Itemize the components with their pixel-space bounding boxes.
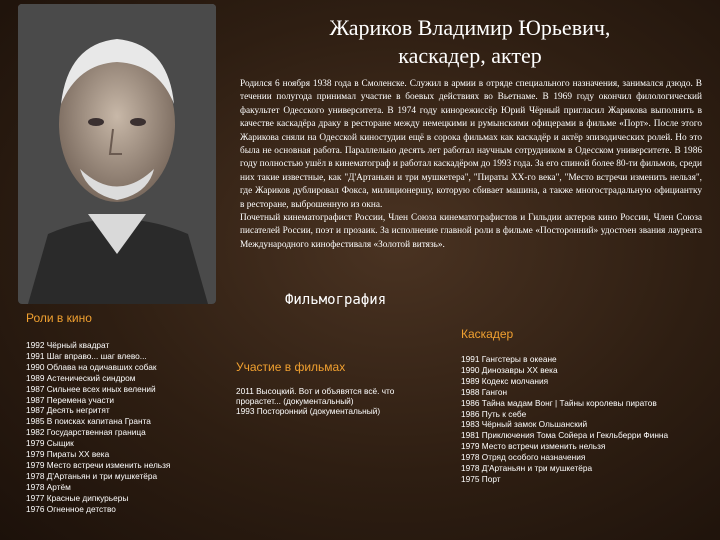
bio-paragraph-1: Родился 6 ноября 1938 года в Смоленске. Служил в армии в отряде специального назначения, занимался дзюдо. В течении полугода принимал участие в боевых действиях во Вьетнаме. В 1969 году окончил филологический факультет Одесского университета. В 1974 году кинорежиссёр Юрий Чёрный пригласил Жарикова выполнить в качестве каскадёра драку в ресторане между немецкими и румынскими офицерами в фильме «Порт». После этого Жарикова сняли на Одесской киностудии ещё в сорока фильмах как каскадёр и актёр эпизодических ролей. Но это была не основная работа. Параллельно десять лет работал научным сотрудником в Одесском университете. В 1986 году полностью ушёл в кинематограф и работал каскадёром до 1993 года. За его спиной более 80-ти фильмов, среди них такие известные, как "Д'Артаньян и три мушкетера", "Пираты ХХ-го века", "Место встречи изменить нельзя", где Жариков дублировал Фокса, милиционершу, которую сбивает машина, а также многострадальную официантку в ресторане, выброшенную из окна.: [240, 79, 702, 210]
stunt-film-item: 1981 Приключения Тома Сойера и Гекльберри Финна: [461, 430, 669, 441]
role-film-item: 1990 Облава на одичавших собак: [26, 361, 157, 372]
portrait-photo: [18, 4, 216, 304]
role-film-item: 1978 Д'Артаньян и три мушкетёра: [26, 470, 158, 481]
role-film-item: 1987 Десять негритят: [26, 405, 110, 416]
participation-film-item: 1993 Посторонний (документальный): [236, 406, 381, 417]
filmography-title: Фильмография: [285, 292, 387, 308]
stunt-film-item: 1978 Отряд особого назначения: [461, 452, 586, 463]
stunt-list: [461, 354, 668, 485]
role-film-item: 1979 Место встречи изменить нельзя: [26, 459, 171, 470]
participation-film-item: прорастет... (документальный): [236, 396, 354, 407]
title-profession: каскадер, актер: [398, 43, 542, 68]
stunt-film-item: 1986 Тайна мадам Вонг | Тайны королевы пиратов: [461, 397, 657, 408]
role-film-item: 1979 Пираты ХХ века: [26, 449, 110, 460]
biography: [240, 78, 702, 252]
stunt-film-item: 1975 Порт: [461, 473, 501, 484]
title-name: Жариков Владимир Юрьевич,: [329, 15, 611, 40]
participation-list: [236, 386, 394, 417]
role-film-item: 1979 Сыщик: [26, 438, 74, 449]
stunt-heading: Каскадер: [461, 327, 514, 341]
participation-heading: Участие в фильмах: [236, 360, 346, 374]
stunt-film-item: 1988 Гангон: [461, 386, 508, 397]
roles-heading: Роли в кино: [26, 311, 92, 325]
page-title: [225, 14, 715, 70]
role-film-item: 1989 Астенический синдром: [26, 372, 136, 383]
participation-film-item: 2011 Высоцкий. Вот и объявятся всё. что: [236, 386, 395, 396]
stunt-film-item: 1979 Место встречи изменить нельзя: [461, 441, 606, 452]
role-film-item: 1982 Государственная граница: [26, 427, 146, 438]
stunt-film-item: 1991 Гангстеры в океане: [461, 354, 557, 364]
stunt-film-item: 1989 Кодекс молчания: [461, 375, 549, 386]
role-film-item: 1976 Огненное детство: [26, 503, 116, 514]
role-film-item: 1977 Красные дипкурьеры: [26, 492, 129, 503]
stunt-film-item: 1983 Чёрный замок Ольшанский: [461, 419, 588, 430]
portrait-illustration: [18, 4, 216, 304]
role-film-item: 1991 Шаг вправо... шаг влево...: [26, 350, 147, 361]
bio-paragraph-2: Почетный кинематографист России, Член Союза кинематографистов и Гильдии актеров кино России, Член Союза писателей России, поэт и прозаик. За исполнение главной роли в фильме «Посторонний» удостоен звания лауреата Международного кинофестиваля «Золотой витязь».: [240, 213, 702, 250]
role-film-item: 1987 Перемена участи: [26, 394, 115, 405]
role-film-item: 1987 Сильнее всех иных велений: [26, 383, 156, 394]
stunt-film-item: 1986 Путь к себе: [461, 408, 527, 419]
role-film-item: 1992 Чёрный квадрат: [26, 340, 110, 350]
stunt-film-item: 1990 Динозавры XX века: [461, 364, 558, 375]
stunt-film-item: 1978 Д'Артаньян и три мушкетёра: [461, 463, 593, 474]
roles-list: [26, 340, 170, 515]
role-film-item: 1985 В поисках капитана Гранта: [26, 416, 151, 427]
role-film-item: 1978 Артём: [26, 481, 71, 492]
